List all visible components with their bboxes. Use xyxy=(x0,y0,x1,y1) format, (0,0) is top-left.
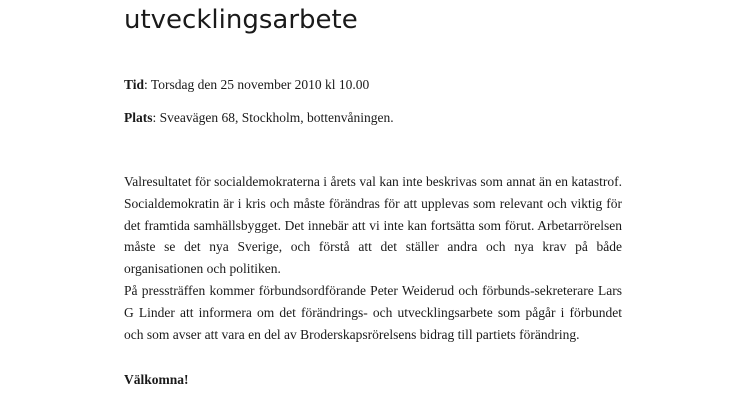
document-title: utvecklingsarbete xyxy=(124,5,358,35)
meeting-place-label: Plats xyxy=(124,110,153,125)
meeting-time-label: Tid xyxy=(124,77,145,92)
meeting-time-value: : Torsdag den 25 november 2010 kl 10.00 xyxy=(144,77,370,92)
meeting-place-value: : Sveavägen 68, Stockholm, bottenvåningen. xyxy=(152,110,394,125)
meeting-place xyxy=(124,109,394,126)
closing-greeting: Välkomna! xyxy=(124,372,189,387)
body-paragraph-1: Valresultatet för socialdemokraterna i årets val kan inte beskrivas som annat än en katastrof. Socialdemokratin är i kris och måste förändras för att upplevas som relevant och viktig för det framtida samhällsbygget. Det innebär att vi inte kan fortsätta som förut. Arbetarrörelsen måste se det nya Sverige, och förstå att det ställer andra och nya krav på både organisationen och politiken. xyxy=(124,174,622,277)
meeting-time xyxy=(124,76,369,93)
body-paragraph-2: På pressträffen kommer förbundsordförande Peter Weiderud och förbunds-sekreterare Lars G Linder att informera om det förändrings- och utvecklingsarbete som pågår i förbundet och som avser att vara en del av Broderskapsrörelsens bidrag till partiets förändring. xyxy=(124,283,622,342)
